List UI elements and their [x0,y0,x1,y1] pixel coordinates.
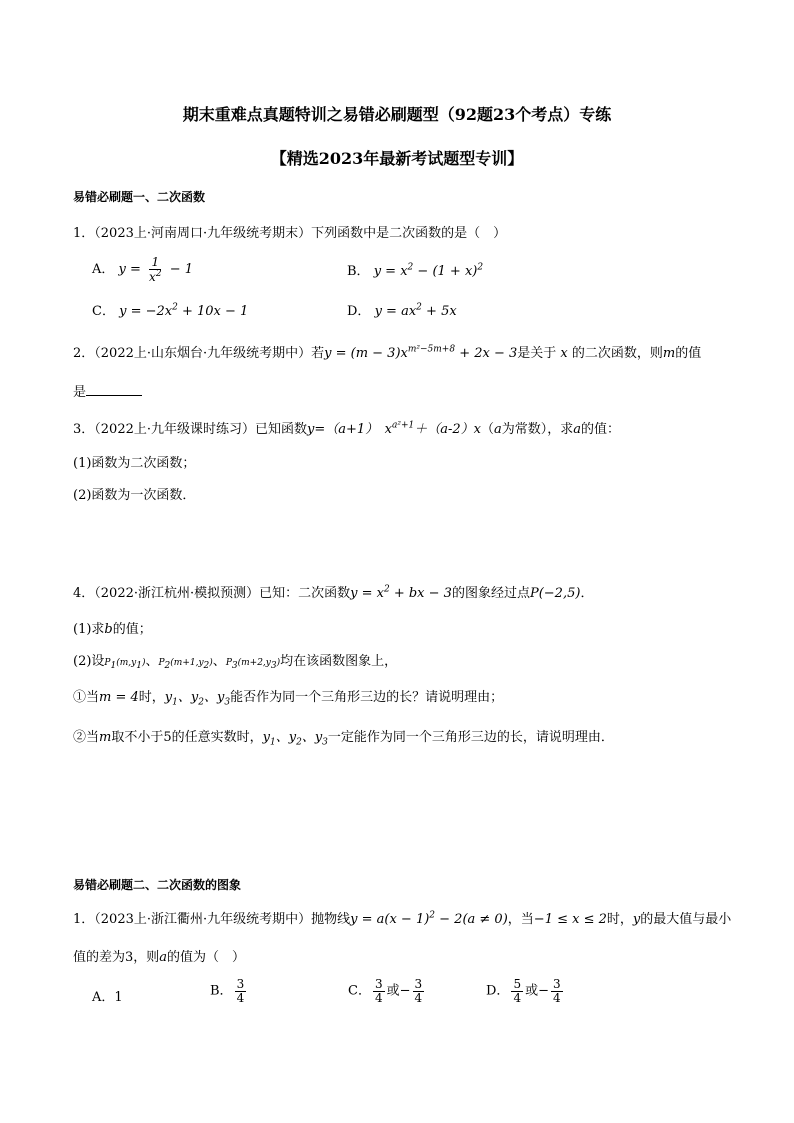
s1-q4-points: $P_1(m,y_1)$ [104,658,146,671]
s1-q4-sub1-suffix: 能否作为同一个三角形三边的长？请说明理由； [230,690,504,705]
s1-q3-suffix: 为常数），求 [501,422,574,437]
s1-q2-suffix2: 的二次函数，则 [571,346,663,361]
option-b-label: B． [347,264,370,279]
s1-q4-part2-suffix: 均在该函数图象上， [280,654,398,669]
s1-q2-line1: 2．（2022上·山东烟台·九年级统考期中）若$y = (m - 3)x^{m^2-5m+8} + 2x - 3$是关于 x 的二次函数，则m的值 [73,344,702,361]
option-c-formula: $y = -2x^2 + 10x - 1$ [119,302,249,319]
s2-q1-mid: ，当 [507,912,534,927]
s2-q1-line2-suffix: 的值为（ ） [167,950,246,965]
s1-q3-prefix: 3．（2022上·九年级课时练习）已知函数 [73,422,307,437]
s1-q2-suffix3: 的值 [675,346,702,361]
s1-q1-option-b [347,260,483,279]
s2-q1-line2: 值的差为3，则a的值为（ ） [73,950,246,965]
s1-q3-part1: (1)函数为二次函数； [73,456,196,471]
s2-q1-mid2: 时， [606,912,633,927]
s1-q3-part2: (2)函数为一次函数． [73,488,196,503]
s1-q2-prefix: 2．（2022上·山东烟台·九年级统考期中）若 [73,346,325,361]
s2-q1-prefix: 1．（2023上·浙江衢州·九年级统考期中）抛物线 [73,912,351,927]
section-1-title: 易错必刷题一、二次函数 [73,190,206,204]
document-title: 期末重难点真题特训之易错必刷题型（92题23个考点）专练 [182,105,612,124]
s1-q4-prefix: 4．（2022·浙江杭州·模拟预测）已知：二次函数 [73,586,351,601]
s1-q4-part1: (1)求b的值； [73,622,152,637]
s1-q4-sub2-prefix: ②当 [73,730,100,745]
s1-q2-suffix: 是关于 [517,346,557,361]
s2-q1-line2-text: 值的差为3，则 [73,950,160,965]
s1-q2-line2 [73,381,142,400]
or-text: 或 [525,983,539,999]
s1-q1-stem: 1．（2023上·河南周口·九年级统考期末）下列函数中是二次函数的是（ ） [73,226,507,241]
option-d-label: D． [347,304,371,319]
s1-q4-sub1-mid: 时， [138,690,165,705]
s1-q1-option-c [92,300,248,319]
s2-q1-option-d: D． $\frac{5}{4}$ 或− $\frac{3}{4}$ [486,977,561,1005]
section-2-title: 易错必刷题二、二次函数的图象 [73,878,242,892]
s2-q1-option-a: A．1 [92,990,123,1005]
s1-q4-part1-prefix: (1)求 [73,622,105,637]
s1-q3-suffix2: 的值： [581,422,621,437]
s1-q4-part2-prefix: (2)设 [73,654,105,669]
s2-option-b-label: B． [210,983,233,999]
answer-blank[interactable] [86,383,142,396]
s2-q1-option-c: C． $\frac{3}{4}$ 或− $\frac{3}{4}$ [348,977,423,1005]
s1-q3-middle: （ [480,422,494,437]
s1-q2-line2-text: 是 [73,385,87,400]
s1-q4-stem: 4．（2022·浙江杭州·模拟预测）已知：二次函数$y = x^2$ + bx − 3的图象经过点P(−2,5)． [73,584,594,601]
s1-q4-part2: (2)设$P_1(m,y_1)$、$P_2(m+1,y_2)$、$P_3(m+2,y_3)$均在该函数图象上， [73,654,398,671]
s1-q3-formula: y=（a+1） $x^{a^2+1}+(a-2)x$ [307,420,481,437]
or-text: 或 [386,983,400,999]
s1-q4-sub2-mid: 取不小于5的任意实数时， [111,730,263,745]
s2-q1-line1: 1．（2023上·浙江衢州·九年级统考期中）抛物线$y = a(x - 1)^2 - 2(a \ne 0)$，当−1 ≤ x ≤ 2时，y的最大值与最小 [73,910,732,927]
s1-q2-formula: $y = (m - 3)x^{m^2-5m+8} + 2x - 3$ [324,344,518,361]
option-d-formula: $y = ax^2 + 5x$ [374,302,457,319]
option-a-label: A． [92,262,115,278]
s1-q4-sub1: ①当m = 4时，$y_1$、$y_2$、$y_3$能否作为同一个三角形三边的长？请说明理由； [73,690,504,708]
s1-q4-point: P(−2,5) [529,586,581,601]
s1-q1-option-a [92,256,193,283]
s1-q1-option-d [347,300,457,319]
s2-option-d-label: D． [486,983,510,999]
s1-q4-part1-suffix: 的值； [112,622,152,637]
s2-option-c-label: C． [348,983,371,999]
s2-q1-formula: $y = a(x - 1)^2 - 2(a \ne 0)$ [350,910,508,927]
s1-q4-suffix: 的图象经过点 [451,586,530,601]
s1-q3-stem: 3．（2022上·九年级课时练习）已知函数y=（a+1） $x^{a^2+1}+(a-2)x(a$为常数），求a的值： [73,420,621,437]
option-c-label: C． [92,304,115,319]
s1-q4-sub2-suffix: 一定能作为同一个三角形三边的长，请说明理由． [327,730,614,745]
option-a-formula: y = $\frac{1}{x^2}$ − 1 [118,255,193,284]
s1-q4-sub2: ②当m取不小于5的任意实数时，$y_1$、$y_2$、$y_3$一定能作为同一个三角形三边的长，请说明理由． [73,730,614,748]
s2-q1-suffix: 的最大值与最小 [640,912,732,927]
document-subtitle: 【精选2023年最新考试题型专训】 [270,149,524,168]
option-b-formula: $y = x^2 - (1 + x)^2$ [373,262,484,279]
s1-q4-formula: $y = x^2$ + bx − 3 [350,584,452,601]
s1-q4-sub1-prefix: ①当 [73,690,100,705]
s2-q1-option-b: B． $\frac{3}{4}$ [210,977,245,1005]
